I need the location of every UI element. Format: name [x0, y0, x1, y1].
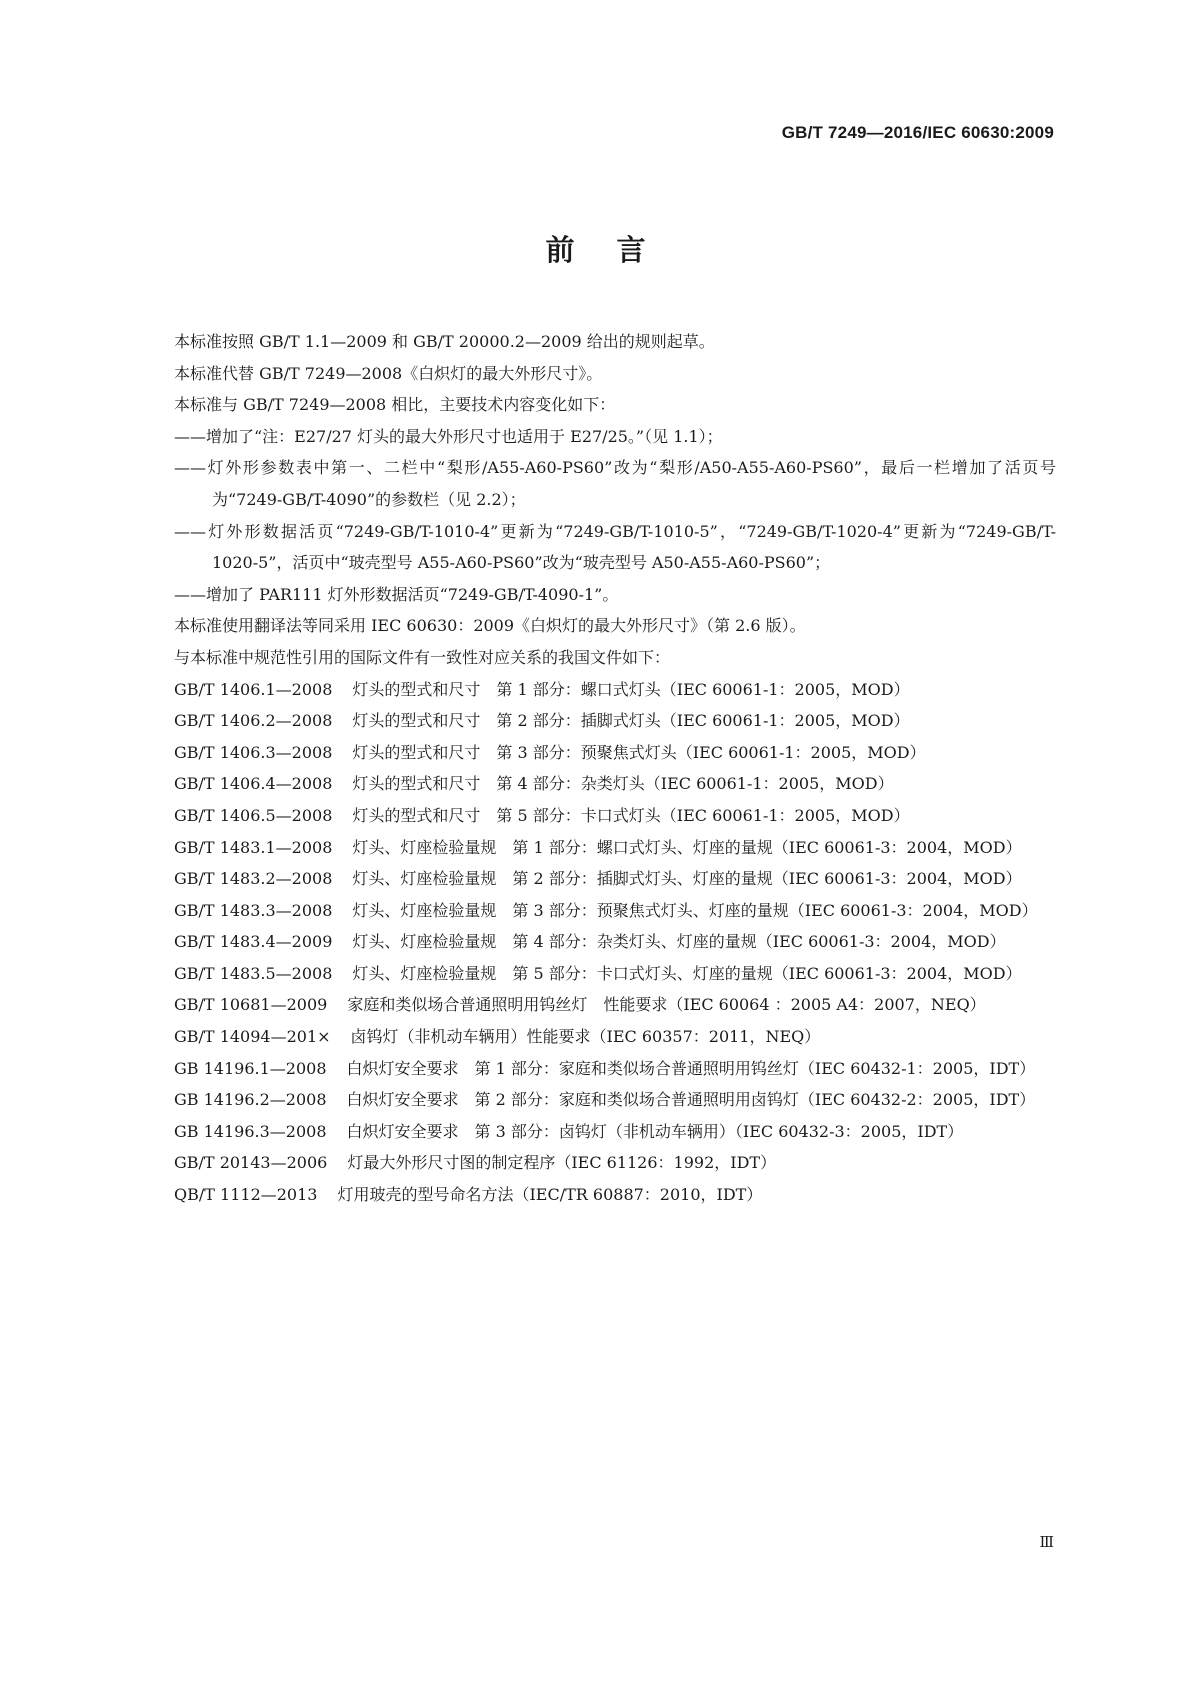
reference-title: 灯头、灯座检验量规 第 3 部分：预聚焦式灯头、灯座的量规（IEC 60061-3：2004，MOD）	[352, 900, 1038, 920]
reference-item	[136, 1116, 1056, 1148]
reference-code: GB/T 1406.3—2008	[174, 742, 333, 762]
reference-code: GB 14196.2—2008	[174, 1090, 327, 1110]
paragraph-drafting-rules: 本标准按照 GB/T 1.1—2009 和 GB/T 20000.2—2009 给出的规则起草。	[174, 332, 715, 351]
reference-title: 家庭和类似场合普通照明用钨丝灯 性能要求（IEC 60064 ：2005 A4：2007，NEQ）	[347, 995, 986, 1015]
reference-title: 灯最大外形尺寸图的制定程序（IEC 61126：1992，IDT）	[347, 1153, 777, 1173]
reference-item	[136, 674, 1056, 706]
reference-item	[136, 768, 1056, 800]
reference-item	[136, 1021, 1056, 1053]
reference-item	[136, 1147, 1056, 1179]
reference-code: GB/T 1406.5—2008	[174, 805, 333, 825]
reference-code: QB/T 1112—2013	[174, 1185, 318, 1205]
reference-title: 灯头、灯座检验量规 第 4 部分：杂类灯头、灯座的量规（IEC 60061-3：2004，MOD）	[352, 932, 1006, 952]
reference-title: 灯用玻壳的型号命名方法（IEC/TR 60887：2010，IDT）	[337, 1185, 763, 1205]
reference-title: 灯头的型式和尺寸 第 5 部分：卡口式灯头（IEC 60061-1：2005，MOD）	[352, 805, 910, 825]
reference-code: GB/T 1483.4—2009	[174, 932, 333, 952]
reference-item	[136, 1053, 1056, 1085]
change-item: ——增加了“注：E27/27 灯头的最大外形尺寸也适用于 E27/25。”（见 1.1）；	[174, 426, 723, 446]
reference-code: GB/T 1483.5—2008	[174, 963, 333, 983]
page-title: 前言	[545, 233, 688, 267]
reference-item	[136, 737, 1056, 769]
reference-item	[136, 926, 1056, 958]
reference-item	[136, 863, 1056, 895]
reference-code: GB/T 1483.1—2008	[174, 837, 333, 857]
reference-title: 灯头的型式和尺寸 第 3 部分：预聚焦式灯头（IEC 60061-1：2005，MOD）	[352, 742, 926, 762]
reference-code: GB/T 1406.2—2008	[174, 711, 333, 731]
reference-code: GB 14196.3—2008	[174, 1121, 327, 1141]
reference-title: 白炽灯安全要求 第 2 部分：家庭和类似场合普通照明用卤钨灯（IEC 60432-2：2005，IDT）	[346, 1090, 1036, 1110]
reference-item	[136, 895, 1056, 927]
reference-title: 灯头、灯座检验量规 第 1 部分：螺口式灯头、灯座的量规（IEC 60061-3：2004，MOD）	[352, 837, 1022, 857]
reference-code: GB/T 14094—201×	[174, 1027, 331, 1047]
reference-title: 灯头的型式和尺寸 第 1 部分：螺口式灯头（IEC 60061-1：2005，MOD）	[352, 679, 910, 699]
paragraph-references-intro: 与本标准中规范性引用的国际文件有一致性对应关系的我国文件如下：	[174, 647, 671, 667]
reference-title: 卤钨灯（非机动车辆用）性能要求（IEC 60357：2011，NEQ）	[350, 1027, 821, 1047]
reference-item	[136, 705, 1056, 737]
reference-code: GB/T 20143—2006	[174, 1153, 328, 1173]
reference-item	[136, 1084, 1056, 1116]
reference-code: GB/T 1483.2—2008	[174, 869, 333, 889]
reference-code: GB/T 1406.4—2008	[174, 774, 333, 794]
paragraph-replaces: 本标准代替 GB/T 7249—2008《白炽灯的最大外形尺寸》。	[174, 363, 603, 383]
reference-item	[136, 800, 1056, 832]
change-item: ——灯外形数据活页“7249-GB/T-1010-4”更新为“7249-GB/T-1010-5”，“7249-GB/T-1020-4”更新为“7249-GB/T-1020-5”，活页中“玻壳型号 A55-A60-PS60”改为“玻壳型号 A50-A55-A60-PS60”；	[174, 521, 1056, 573]
reference-code: GB/T 10681—2009	[174, 995, 328, 1015]
reference-item	[136, 832, 1056, 864]
reference-code: GB/T 1406.1—2008	[174, 679, 333, 699]
reference-title: 灯头的型式和尺寸 第 2 部分：插脚式灯头（IEC 60061-1：2005，MOD）	[352, 711, 910, 731]
change-item: ——灯外形参数表中第一、二栏中“梨形/A55-A60-PS60”改为“梨形/A50-A55-A60-PS60”，最后一栏增加了活页号为“7249-GB/T-4090”的参数栏（见 2.2）；	[174, 458, 1056, 509]
reference-title: 灯头的型式和尺寸 第 4 部分：杂类灯头（IEC 60061-1：2005，MOD）	[352, 774, 894, 794]
standard-code-header: GB/T 7249—2016/IEC 60630:2009	[781, 123, 1054, 142]
paragraph-adoption: 本标准使用翻译法等同采用 IEC 60630：2009《白炽灯的最大外形尺寸》（第 2.6 版）。	[174, 616, 806, 636]
change-item: ——增加了 PAR111 灯外形数据活页“7249-GB/T-4090-1”。	[174, 584, 619, 604]
document-body	[136, 326, 1056, 1211]
reference-code: GB 14196.1—2008	[174, 1058, 327, 1078]
reference-title: 灯头、灯座检验量规 第 5 部分：卡口式灯头、灯座的量规（IEC 60061-3：2004，MOD）	[352, 963, 1022, 983]
reference-item	[136, 1179, 1056, 1211]
page-number: Ⅲ	[1039, 1533, 1054, 1551]
reference-title: 白炽灯安全要求 第 3 部分：卤钨灯（非机动车辆用）（IEC 60432-3：2005，IDT）	[346, 1121, 964, 1141]
reference-item	[136, 989, 1056, 1021]
reference-code: GB/T 1483.3—2008	[174, 900, 333, 920]
reference-item	[136, 958, 1056, 990]
paragraph-changes-intro: 本标准与 GB/T 7249—2008 相比，主要技术内容变化如下：	[174, 395, 616, 415]
reference-title: 灯头、灯座检验量规 第 2 部分：插脚式灯头、灯座的量规（IEC 60061-3：2004，MOD）	[352, 869, 1022, 889]
reference-title: 白炽灯安全要求 第 1 部分：家庭和类似场合普通照明用钨丝灯（IEC 60432-1：2005，IDT）	[346, 1058, 1036, 1078]
